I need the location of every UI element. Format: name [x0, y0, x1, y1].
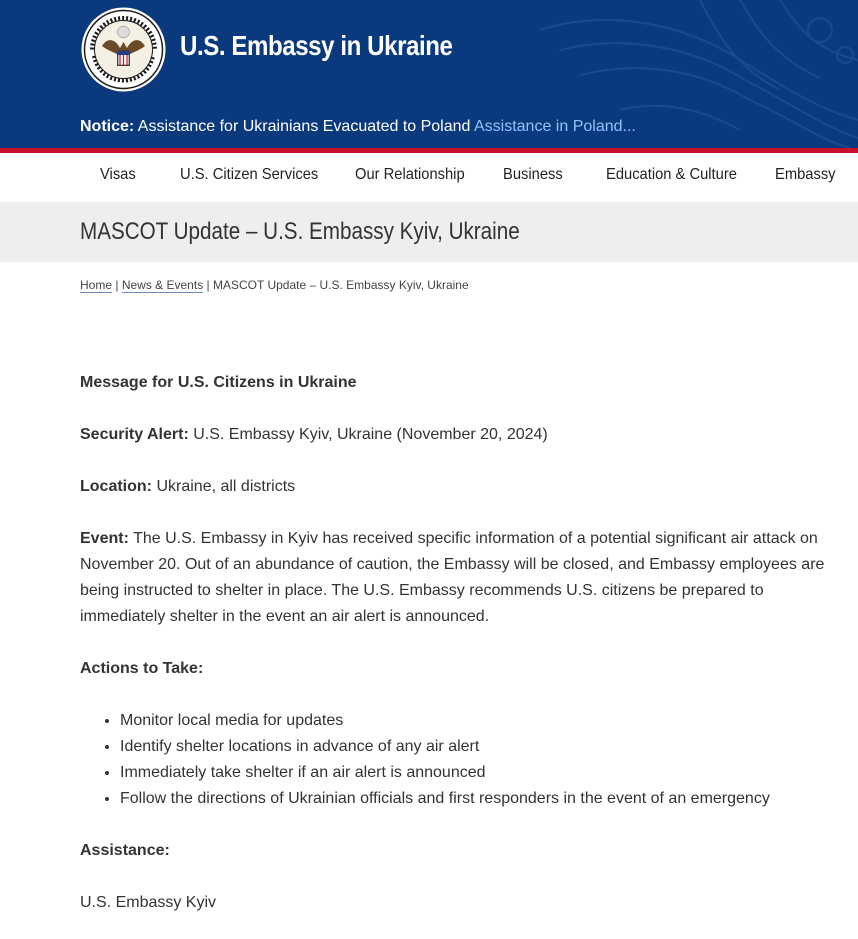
department-of-state-seal-icon[interactable] — [80, 6, 167, 93]
security-alert-text: U.S. Embassy Kyiv, Ukraine (November 20, 2024) — [193, 426, 548, 443]
site-header — [0, 0, 858, 148]
assistance-label: Assistance: — [80, 842, 170, 859]
main-nav — [0, 153, 858, 202]
security-alert-label: Security Alert: — [80, 426, 189, 443]
assistance-text: U.S. Embassy Kyiv — [80, 894, 217, 911]
list-item: • Identify shelter locations in advance of any air alert — [120, 734, 830, 760]
message-heading: Message for U.S. Citizens in Ukraine — [80, 374, 357, 391]
article-content — [80, 370, 830, 939]
list-item: • Immediately take shelter if an air alert is announced — [120, 760, 830, 786]
list-item: • Monitor local media for updates — [120, 708, 830, 734]
location-line — [80, 474, 830, 500]
notice-text: Assistance for Ukrainians Evacuated to Poland — [137, 118, 471, 135]
actions-label: Actions to Take: — [80, 660, 204, 677]
notice-banner — [80, 118, 636, 136]
breadcrumb — [80, 278, 469, 292]
breadcrumb-home[interactable]: Home — [80, 278, 113, 292]
security-alert-line — [80, 422, 830, 448]
event-text: The U.S. Embassy in Kyiv has received specific information of a potential significant air attack on November 20. Out of an abundance of caution, the Embassy will be closed, and Embassy employees are being instructed to shelter in place. The U.S. Embassy recommends U.S. citizens be prepared to immediately shelter in the event an air alert is announced. — [80, 530, 825, 625]
list-item: • Follow the directions of Ukrainian officials and first responders in the event of an emergency — [120, 786, 830, 812]
breadcrumb-current: MASCOT Update – U.S. Embassy Kyiv, Ukraine — [213, 278, 469, 292]
breadcrumb-separator: | — [206, 278, 210, 292]
nav-item-visas[interactable]: Visas — [100, 166, 136, 183]
site-title[interactable]: U.S. Embassy in Ukraine — [180, 30, 453, 61]
notice-link[interactable]: Assistance in Poland... — [473, 118, 636, 135]
location-label: Location: — [80, 478, 152, 495]
event-paragraph — [80, 526, 830, 630]
nav-item-our-relationship[interactable]: Our Relationship — [355, 166, 465, 183]
page-title-band — [0, 202, 858, 262]
breadcrumb-separator: | — [115, 278, 119, 292]
page-title: MASCOT Update – U.S. Embassy Kyiv, Ukraine — [80, 218, 520, 245]
nav-item-business[interactable]: Business — [503, 166, 563, 183]
event-label: Event: — [80, 530, 129, 547]
nav-item-us-citizen-services[interactable]: U.S. Citizen Services — [180, 166, 319, 183]
nav-item-embassy[interactable]: Embassy — [775, 166, 836, 183]
nav-item-education-culture[interactable]: Education & Culture — [606, 166, 737, 183]
location-text: Ukraine, all districts — [156, 478, 296, 495]
notice-label: Notice: — [80, 118, 135, 135]
breadcrumb-news-events[interactable]: News & Events — [121, 278, 204, 292]
actions-list — [120, 708, 830, 812]
